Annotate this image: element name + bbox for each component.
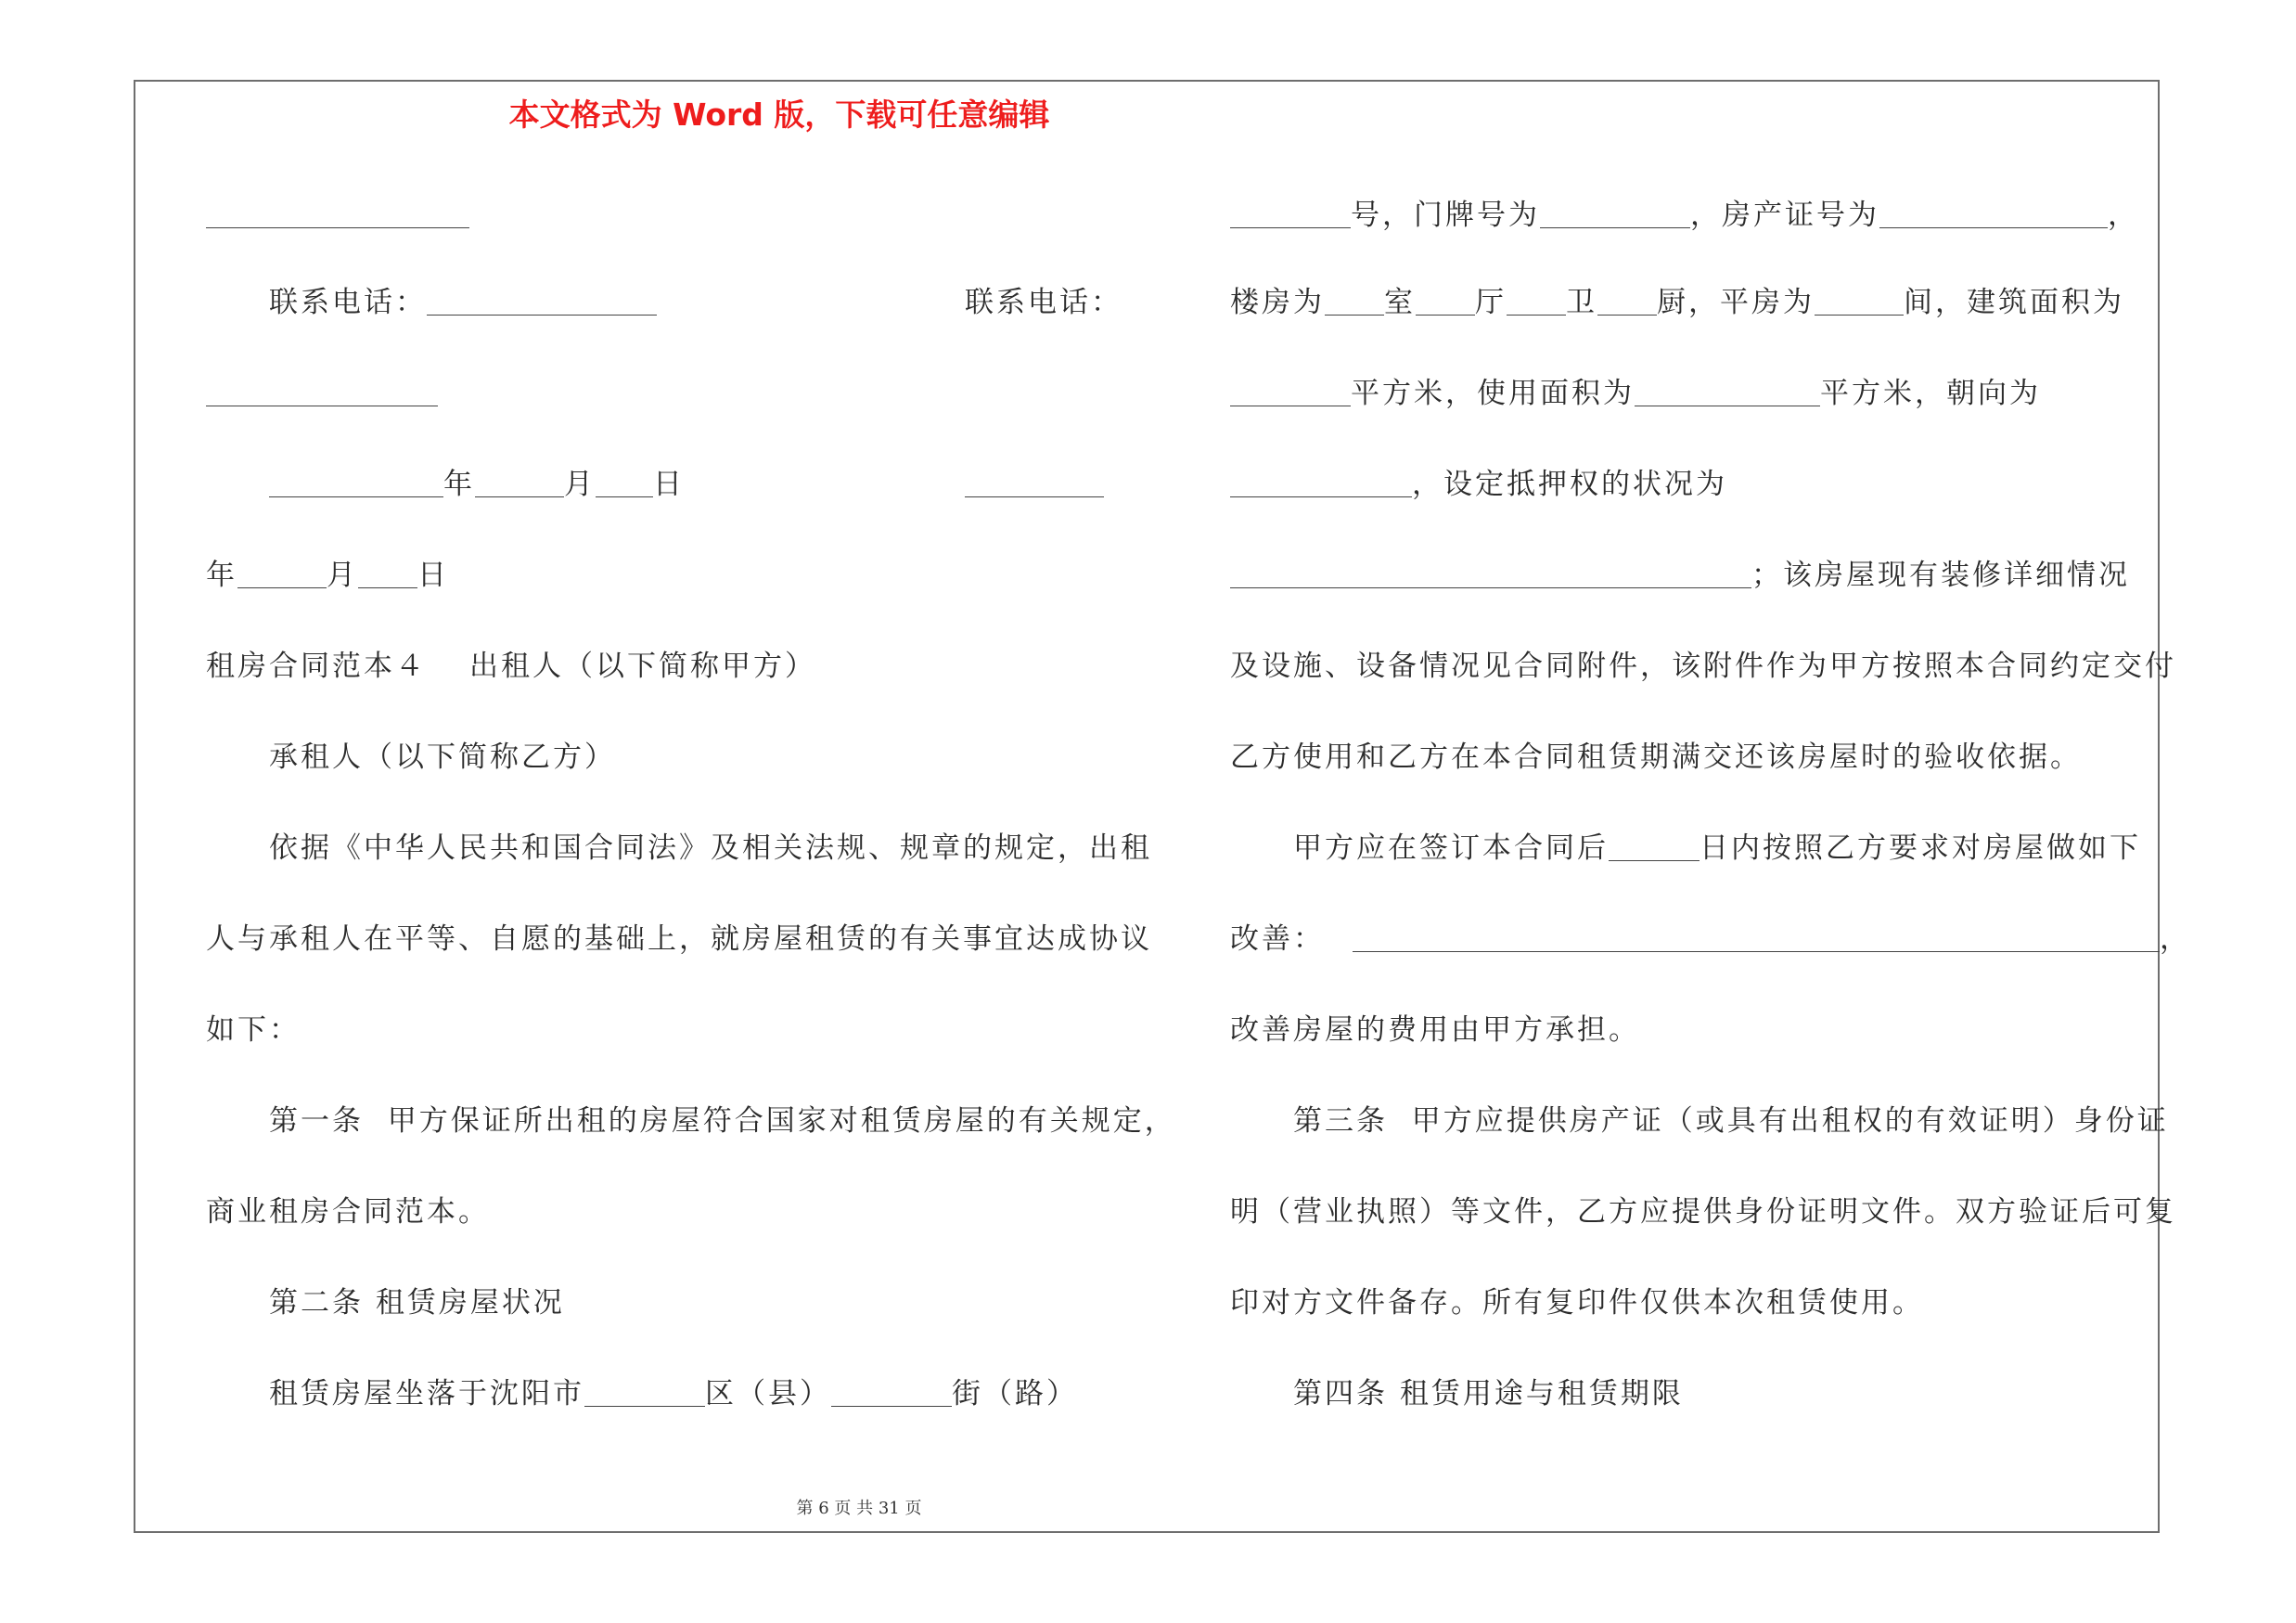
- date-line-2-blank: [965, 466, 1104, 503]
- area-line: 平方米，使用面积为 平方米，朝向为: [1230, 375, 2041, 412]
- format-banner-text: 本文格式为 Word 版，下载可任意编辑: [508, 97, 1050, 133]
- date-line-2: 年 月 日: [206, 559, 449, 592]
- article-one-line: 第一条 甲方保证所出租的房屋符合国家对租赁房屋的有关规定，: [269, 1104, 1176, 1138]
- paragraph-line: 人与承租人在平等、自愿的基础上，就房屋租赁的有关事宜达成协议: [206, 922, 1152, 956]
- paragraph-line: 改善房屋的费用由甲方承担。: [1230, 1013, 1640, 1047]
- decoration-line: ；该房屋现有装修详细情况: [1230, 557, 2130, 594]
- mortgage-line: ，设定抵押权的状况为: [1230, 466, 1727, 503]
- phone-label: 联系电话：: [269, 286, 427, 319]
- left-blank-line-2: [206, 375, 438, 412]
- contract-title-line: [206, 648, 816, 685]
- lessor-phone-line: [269, 284, 657, 321]
- location-line: 租赁房屋坐落于沈阳市 区（县） 街（路）: [269, 1377, 1078, 1410]
- article-four-heading: 第四条 租赁用途与租赁期限: [1293, 1377, 1684, 1410]
- improvement-line: 甲方应在签订本合同后 日内按照乙方要求对房屋做如下: [1293, 831, 2141, 865]
- paragraph-line: 依据《中华人民共和国合同法》及相关法规、规章的规定，出租: [269, 831, 1152, 865]
- paragraph-line: 商业租房合同范本。: [206, 1195, 490, 1229]
- format-banner: [135, 91, 2158, 135]
- paragraph-line: 及设施、设备情况见合同附件，该附件作为甲方按照本合同约定交付: [1230, 650, 2176, 683]
- paragraph-line: 如下：: [206, 1013, 301, 1047]
- date-line-1: 年 月 日: [269, 466, 685, 503]
- paragraph-line: 乙方使用和乙方在本合同租赁期满交还该房屋时的验收依据。: [1230, 741, 2082, 774]
- article-three-line: 第三条 甲方应提供房产证（或具有出租权的有效证明）身份证: [1293, 1104, 2169, 1138]
- contract-title: 租房合同范本４: [206, 650, 427, 683]
- article-two-heading: 第二条 租赁房屋状况: [269, 1286, 565, 1320]
- page-footer: [135, 1495, 2158, 1519]
- improvement-blank-line: 改善： ，: [1230, 922, 2191, 956]
- lessor-label: 出租人（以下简称甲方）: [469, 650, 816, 683]
- page-number: 第 6 页 共 31 页: [796, 1499, 922, 1518]
- lessee-phone-label: 联系电话：: [965, 286, 1122, 319]
- left-blank-line-1: [206, 197, 469, 234]
- document-page: [134, 80, 2191, 1533]
- rooms-line: 楼房为 室 厅 卫 厨，平房为 间，建筑面积为: [1230, 286, 2124, 319]
- paragraph-line: 明（营业执照）等文件，乙方应提供身份证明文件。双方验证后可复: [1230, 1195, 2176, 1229]
- lessee-label: 承租人（以下简称乙方）: [269, 741, 616, 774]
- house-number-line: 号，门牌号为 ，房产证号为 ，: [1230, 197, 2139, 234]
- paragraph-line: 印对方文件备存。所有复印件仅供本次租赁使用。: [1230, 1286, 1924, 1320]
